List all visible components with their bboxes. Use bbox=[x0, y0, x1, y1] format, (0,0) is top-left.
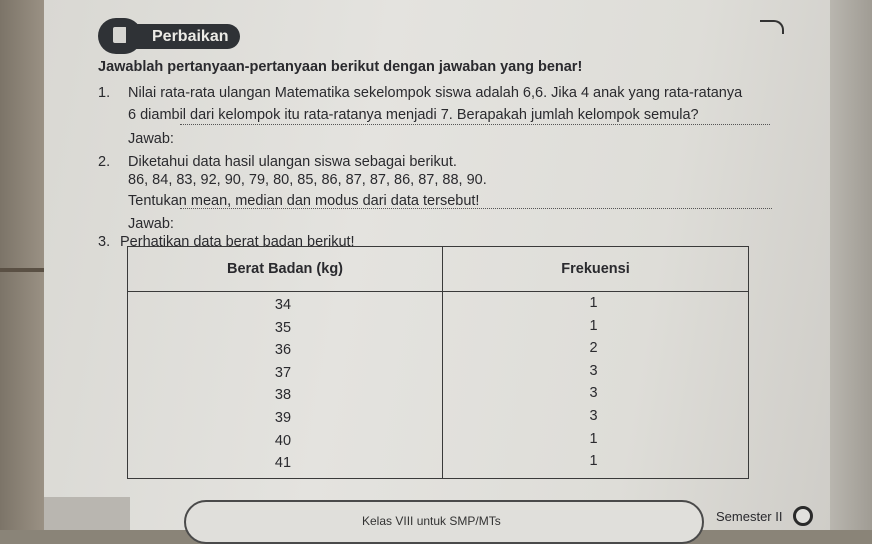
page-left-edge bbox=[0, 0, 44, 530]
semester-label: Semester II bbox=[716, 509, 783, 524]
corner-mark bbox=[760, 20, 784, 34]
footer-book-label: Kelas VIII untuk SMP/MTs bbox=[362, 514, 501, 528]
instruction: Jawablah pertanyaan-pertanyaan berikut dengan jawaban yang benar! bbox=[98, 59, 583, 75]
weight-value: 35 bbox=[274, 319, 292, 336]
frequency-value: 3 bbox=[589, 362, 598, 379]
frequency-value: 3 bbox=[589, 407, 598, 424]
question-3-number: 3. bbox=[98, 234, 111, 250]
weight-value: 38 bbox=[274, 387, 292, 404]
header-berat-badan: Berat Badan (kg) bbox=[128, 247, 443, 292]
bottom-shadow bbox=[44, 497, 130, 530]
question-3-line-1: Perhatikan data berat badan berikut! bbox=[120, 234, 355, 250]
page-right-edge bbox=[830, 0, 872, 530]
question-2-line-1: Diketahui data hasil ulangan siswa sebagai berikut. bbox=[128, 154, 457, 170]
frequency-value: 2 bbox=[589, 340, 598, 357]
question-1-line-2: 6 diambil dari kelompok itu rata-ratanya menjadi 7. Berapakah jumlah kelompok semula? bbox=[128, 107, 699, 123]
weight-value: 39 bbox=[274, 409, 292, 426]
weight-value: 37 bbox=[274, 364, 292, 381]
weight-value: 40 bbox=[274, 432, 292, 449]
question-1-number: 1. bbox=[98, 85, 111, 101]
weight-frequency-table bbox=[127, 246, 749, 479]
shadow-line bbox=[0, 268, 46, 272]
question-2-data: 86, 84, 83, 92, 90, 79, 80, 85, 86, 87, 87, 86, 87, 88, 90. bbox=[128, 172, 487, 188]
answer-line-2 bbox=[180, 208, 772, 209]
frequency-value: 1 bbox=[589, 317, 598, 334]
header-frekuensi: Frekuensi bbox=[443, 247, 749, 292]
frequency-value: 1 bbox=[589, 430, 598, 447]
weight-value: 36 bbox=[274, 342, 292, 359]
frequency-value: 3 bbox=[589, 385, 598, 402]
question-2-number: 2. bbox=[98, 154, 111, 170]
frequency-value: 1 bbox=[589, 295, 598, 311]
question-1-line-1: Nilai rata-rata ulangan Matematika sekelompok siswa adalah 6,6. Jika 4 anak yang rata-ratanya bbox=[128, 85, 743, 101]
question-1-answer-label: Jawab: bbox=[128, 131, 174, 147]
question-2-answer-label: Jawab: bbox=[128, 216, 174, 232]
weight-value: 41 bbox=[274, 455, 292, 472]
weight-value: 34 bbox=[274, 297, 292, 313]
badge-label: Perbaikan bbox=[126, 24, 240, 49]
question-2-line-3: Tentukan mean, median dan modus dari data tersebut! bbox=[128, 193, 480, 209]
frequency-value: 1 bbox=[589, 453, 598, 470]
answer-line-1 bbox=[180, 124, 770, 125]
weights-cell bbox=[128, 292, 443, 479]
frequencies-cell bbox=[443, 292, 749, 479]
binder-ring-icon bbox=[793, 506, 813, 526]
